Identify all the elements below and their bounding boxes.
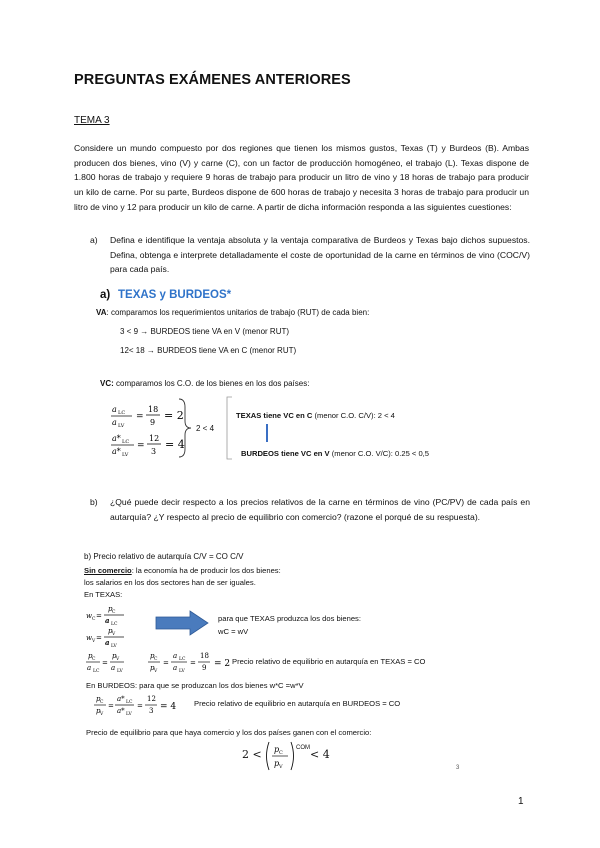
svg-text:a*: a* xyxy=(117,695,125,703)
svg-text:=: = xyxy=(163,659,169,667)
svg-text:LV: LV xyxy=(179,669,185,674)
burdeos-vc-bold: BURDEOS tiene VC en V xyxy=(241,449,330,458)
svg-text:= 4: = 4 xyxy=(160,702,177,712)
svg-text:a: a xyxy=(105,638,110,647)
question-label: b) xyxy=(90,497,98,507)
svg-text:LV: LV xyxy=(118,423,125,429)
answer-a-heading: TEXAS y BURDEOS* xyxy=(118,289,232,301)
va-label: VA xyxy=(96,308,107,317)
svg-text:= 4: = 4 xyxy=(165,438,185,451)
wage-equations xyxy=(84,602,146,648)
svg-text:p: p xyxy=(150,664,155,672)
svg-text:a*: a* xyxy=(112,434,121,443)
svg-text:3: 3 xyxy=(149,707,154,715)
final-com: COM xyxy=(296,745,310,751)
svg-text:=: = xyxy=(102,659,108,667)
intro-paragraph: Considere un mundo compuesto por dos regiones que tienen los mismos gustos, Texas (T) y Burdeos (B). Ambas producen dos bienes, vino (V) y carne (C), con un factor de producción homogéneo, el trabajo (L). Texas dispone de 1.800 horas de trabajo y requiere 9 horas de trabajo para producir un litro de vino y 18 horas de trabajo para producir un kilo de carne. Por su parte, Burdeos dispone de 600 horas de trabajo y necesita 3 horas de trabajo para producir un litro de vino y 12 para producir un kilo de carne. A partir de dicha información responda a las siguientes cuestiones: xyxy=(74,143,529,212)
svg-text:LC: LC xyxy=(126,700,133,705)
svg-text:p: p xyxy=(108,605,113,613)
burdeos-intro: En BURDEOS: para que se produzcan los dos bienes w*C =w*V xyxy=(86,681,304,690)
svg-text:p: p xyxy=(274,745,280,754)
answer-b-image xyxy=(82,550,477,775)
page-title: PREGUNTAS EXÁMENES ANTERIORES xyxy=(74,72,351,88)
right-arrow-icon xyxy=(154,610,210,636)
svg-text:=: = xyxy=(137,702,143,710)
svg-text:a: a xyxy=(173,664,178,672)
svg-text:a*: a* xyxy=(117,707,125,715)
svg-text:LC: LC xyxy=(111,622,118,627)
texas-vc-bold: TEXAS tiene VC en C xyxy=(236,411,313,420)
final-right: < 4 xyxy=(310,748,330,761)
svg-text:a: a xyxy=(87,664,92,672)
svg-text:w: w xyxy=(86,612,92,620)
equilibrium-line: Precio de equilibrio para que haya comercio y los dos países ganen con el comercio: xyxy=(86,728,372,737)
svg-text:LV: LV xyxy=(111,644,117,649)
final-left: 2 < xyxy=(242,748,262,761)
svg-text:=: = xyxy=(190,659,196,667)
va-text: : comparamos los requerimientos unitarios de trabajo (RUT) de cada bien: xyxy=(106,308,370,317)
svg-text:LC: LC xyxy=(118,410,126,416)
svg-text:a: a xyxy=(173,652,178,660)
svg-text:C: C xyxy=(100,700,104,705)
svg-text:C: C xyxy=(92,657,96,662)
svg-text:18: 18 xyxy=(148,405,159,414)
svg-text:p: p xyxy=(274,759,280,768)
burdeos-price-equation xyxy=(92,692,177,718)
svg-text:LC: LC xyxy=(179,657,186,662)
question-a xyxy=(90,233,530,277)
small-mark: 3 xyxy=(456,765,460,771)
va-line-1: 3 < 9 → BURDEOS tiene VA en V (menor RUT) xyxy=(120,327,290,336)
question-text: Defina e identifique la ventaja absoluta y la ventaja comparativa de Burdeos y Texas bajo dichos supuestos. Defina, obtenga e interprete detalladamente el coste de oportunidad de la carne en términos de vino (COC/V) para cada país. xyxy=(110,235,530,275)
sin-comercio-rest: : la economía ha de producir los dos bienes: xyxy=(131,566,281,575)
svg-text:LV: LV xyxy=(117,669,123,674)
svg-text:a: a xyxy=(112,418,117,427)
svg-text:V: V xyxy=(279,764,283,770)
en-texas-label: En TEXAS: xyxy=(84,590,123,599)
burdeos-vc-line xyxy=(241,449,429,458)
answer-b-line-2 xyxy=(84,566,281,575)
answer-b-line-1: b) Precio relativo de autarquía C/V = CO C/V xyxy=(84,552,244,561)
svg-text:=: = xyxy=(108,702,114,710)
svg-text:p: p xyxy=(96,707,101,715)
svg-text:=: = xyxy=(96,612,102,620)
svg-text:3: 3 xyxy=(151,447,157,456)
svg-text:12: 12 xyxy=(147,695,156,703)
right-brace-icon xyxy=(176,397,196,459)
svg-text:LV: LV xyxy=(122,452,129,458)
question-text: ¿Qué puede decir respecto a los precios relativos de la carne en términos de vino (PC/PV) de cada país en autarquía? ¿Y respecto al precio de equilibrio con comercio? (razone el porqué de su respuesta). xyxy=(110,497,530,522)
arrow-text-2: wC = wV xyxy=(218,627,249,636)
svg-text:V: V xyxy=(116,657,120,662)
svg-text:=: = xyxy=(137,441,145,451)
svg-text:C: C xyxy=(154,657,158,662)
texas-price-text: Precio relativo de equilibrio en autarquía en TEXAS = CO xyxy=(232,657,426,666)
answer-a-letter: a) xyxy=(100,289,111,301)
sin-comercio: Sin comercio xyxy=(84,566,132,575)
svg-text:= 2: = 2 xyxy=(214,659,231,669)
compare-text: 2 < 4 xyxy=(196,424,215,433)
svg-text:a: a xyxy=(112,405,117,414)
svg-text:a: a xyxy=(105,616,110,625)
svg-text:p: p xyxy=(112,652,117,660)
answer-a-image xyxy=(96,283,472,476)
svg-text:p: p xyxy=(150,652,155,660)
burdeos-vc-rest: (menor C.O. V/C): 0.25 < 0,5 xyxy=(329,449,430,458)
svg-text:V: V xyxy=(112,632,116,637)
svg-text:w: w xyxy=(86,634,92,642)
arrow-text-1: para que TEXAS produzca los dos bienes: xyxy=(218,614,361,623)
page-number: 1 xyxy=(518,796,524,807)
vc-text: comparamos los C.O. de los bienes en los dos países: xyxy=(113,379,310,388)
connector-line xyxy=(266,424,268,442)
question-label: a) xyxy=(90,235,98,245)
svg-text:V: V xyxy=(92,639,96,644)
answer-b-line-3: los salarios en los dos sectores han de ser iguales. xyxy=(84,578,256,587)
left-bracket-icon xyxy=(224,395,234,461)
vc-line xyxy=(100,379,309,388)
section-heading: TEMA 3 xyxy=(74,115,110,126)
svg-text:C: C xyxy=(112,610,116,615)
svg-text:V: V xyxy=(154,669,158,674)
texas-vc-line xyxy=(236,411,395,420)
svg-text:18: 18 xyxy=(200,652,209,660)
svg-text:C: C xyxy=(92,617,96,622)
svg-text:9: 9 xyxy=(150,418,156,427)
question-b xyxy=(90,495,530,524)
texas-price-equation xyxy=(84,649,234,675)
svg-text:p: p xyxy=(88,652,93,660)
va-line xyxy=(96,308,369,317)
svg-text:a: a xyxy=(111,664,116,672)
svg-text:C: C xyxy=(279,750,283,756)
burdeos-price-text: Precio relativo de equilibrio en autarquía en BURDEOS = CO xyxy=(194,699,401,708)
svg-text:LC: LC xyxy=(93,669,100,674)
vc-label: VC: xyxy=(100,379,114,388)
va-line-2: 12< 18 → BURDEOS tiene VA en C (menor RUT) xyxy=(120,346,297,355)
svg-text:LC: LC xyxy=(122,439,130,445)
svg-text:9: 9 xyxy=(202,664,207,672)
svg-text:= 2: = 2 xyxy=(164,409,184,422)
svg-text:a*: a* xyxy=(112,447,121,456)
svg-text:LV: LV xyxy=(126,712,132,717)
svg-text:=: = xyxy=(96,634,102,642)
svg-text:p: p xyxy=(108,627,113,635)
texas-vc-rest: (menor C.O. C/V): 2 < 4 xyxy=(312,411,395,420)
svg-text:=: = xyxy=(136,412,144,422)
svg-text:V: V xyxy=(100,712,104,717)
svg-text:12: 12 xyxy=(149,434,160,443)
svg-text:p: p xyxy=(96,695,101,703)
